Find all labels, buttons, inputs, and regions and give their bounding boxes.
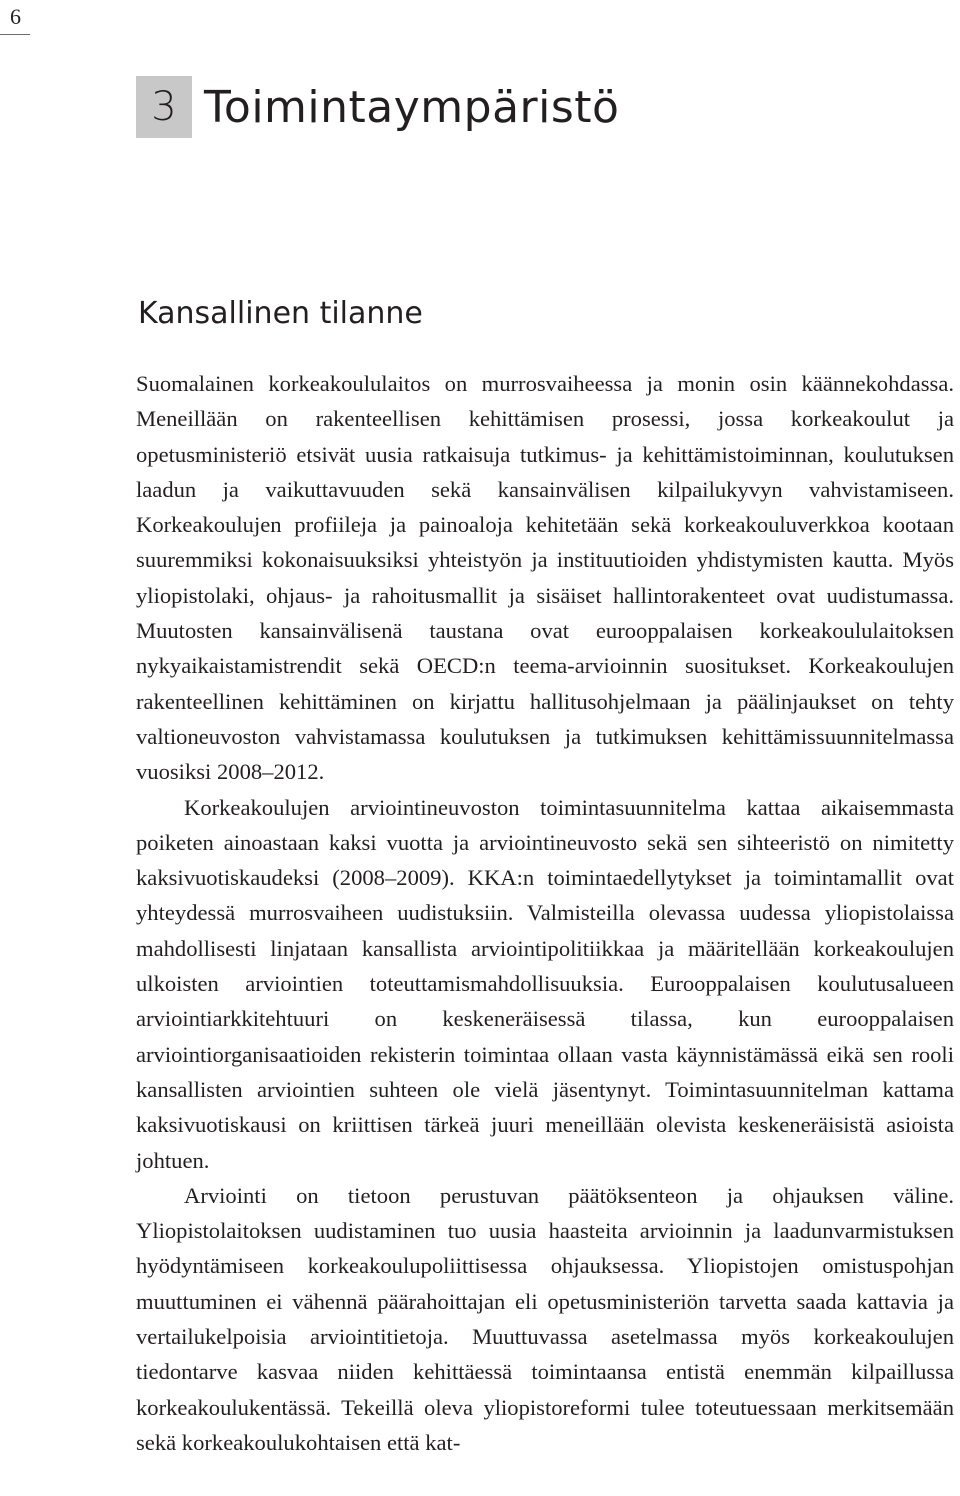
section-title: Kansallinen tilanne [138,296,423,331]
chapter-heading [136,76,619,138]
corner-rule [0,34,30,35]
paragraph-3: Arviointi on tietoon perustuvan päätöksenteon ja ohjauksen väline. Yliopistolaitoksen uudistaminen tuo uusia haasteita arvioinnin ja laadunvarmistuksen hyödyntämiseen korkeakoulupoliittisessa ohjauksessa. Yliopistojen omistuspohjan muuttuminen ei vähennä päärahoittajan eli opetusministeriön tarvetta saada kattavia ja vertailukelpoisia arviointitietoja. Muuttuvassa asetelmassa myös korkeakoulujen tiedontarve kasvaa niiden kehittäessä toimintaansa entistä enemmän kilpaillussa korkeakoulukentässä. Tekeillä oleva yliopistoreformi tulee toteutuessaan merkitsemään sekä korkeakoulukohtaisen että kat- [136,1182,954,1455]
chapter-title: Toimintaympäristö [204,81,620,133]
page-number: 6 [10,4,21,29]
paragraph-2: Korkeakoulujen arviointineuvoston toimintasuunnitelma kattaa aikaisemmasta poiketen ainoastaan kaksi vuotta ja arviointineuvosto sekä sen sihteeristö on nimitetty kaksivuotiskaudeksi (2008–2009). KKA:n toimintaedellytykset ja toimintamallit ovat yhteydessä murrosvaiheen uudistuksiin. Valmisteilla olevassa uudessa yliopistolaissa mahdollisesti linjataan kansallista arviointipolitiikkaa ja määritellään korkeakoulujen ulkoisten arviointien toteuttamismahdollisuuksia. Eurooppalaisen koulutusalueen arviointiarkkitehtuuri on keskeneräisessä tilassa, kun eurooppalaisen arviointiorganisaatioiden rekisterin toimintaa ollaan vasta käynnistämässä eikä sen rooli kansallisten arviointien suhteen ole vielä jäsentynyt. Toimintasuunnitelman kattama kaksivuotiskausi on kriittisen tärkeä juuri meneillään olevista keskeneräisistä asioista johtuen. [136,794,954,1173]
chapter-number: 3 [136,76,192,138]
paragraph-1: Suomalainen korkeakoululaitos on murrosvaiheessa ja monin osin käännekohdassa. Meneillään on rakenteellisen kehittämisen prosessi, jossa korkeakoulut ja opetusministeriö etsivät uusia ratkaisuja tutkimus- ja kehittämistoiminnan, koulutuksen laadun ja vaikuttavuuden sekä kansainvälisen kilpailukyvyn vahvistamiseen. Korkeakoulujen profiileja ja painoaloja kehitetään sekä korkeakouluverkkoa kootaan suuremmiksi kokonaisuuksiksi yhteistyön ja instituutioiden yhdistymisten kautta. Myös yliopistolaki, ohjaus- ja rahoitusmallit ja sisäiset hallintorakenteet ovat uudistumassa. Muutosten kansainvälisenä taustana ovat eurooppalaisen korkeakoululaitoksen nykyaikaistamistrendit sekä OECD:n teema-arvioinnin suositukset. Korkeakoulujen rakenteellinen kehittäminen on kirjattu hallitusohjelmaan ja päälinjaukset on tehty valtioneuvoston vahvistamassa koulutuksen ja tutkimuksen kehittämissuunnitelmassa vuosiksi 2008–2012. [136,371,954,785]
body-text [136,366,954,1460]
